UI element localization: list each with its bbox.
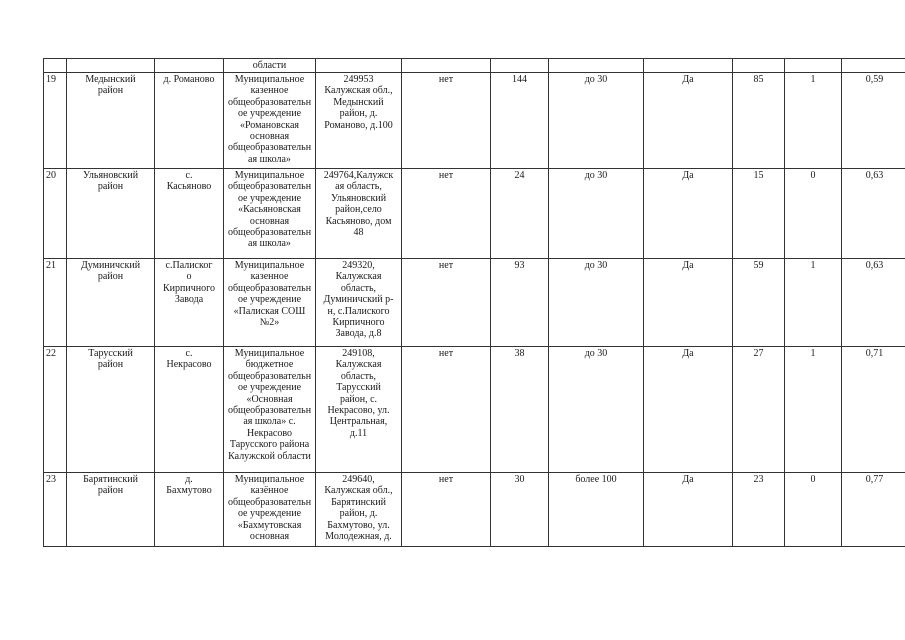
table-cell: 0 xyxy=(785,169,842,259)
table-cell: нет xyxy=(402,73,491,169)
table-row xyxy=(44,347,905,473)
table-row xyxy=(44,473,905,547)
table-row xyxy=(44,73,905,169)
table-cell: 24 xyxy=(491,169,549,259)
table-cell: 144 xyxy=(491,73,549,169)
table-cell: до 30 xyxy=(549,259,644,347)
locality-cell: д. Романово xyxy=(163,74,215,85)
row-number: 23 xyxy=(44,473,67,547)
table-cell: 93 xyxy=(491,259,549,347)
table-cell: 0 xyxy=(785,473,842,547)
table-cell: 30 xyxy=(491,473,549,547)
table-row xyxy=(44,169,905,259)
address-cell: 249640, Калужская обл., Барятинский район, д. Бахмутово, ул. Молодежная, д. xyxy=(324,474,393,543)
table-cell: нет xyxy=(402,169,491,259)
table-cell: до 30 xyxy=(549,73,644,169)
institution-cell: Муниципальное общеобразовательн ое учреждение «Касьяновская основная общеобразовательн ая школа» xyxy=(227,170,312,250)
table-cell: 0,77 xyxy=(842,473,905,547)
district-cell: Ульяновский район xyxy=(82,170,139,193)
table-cell: 23 xyxy=(733,473,785,547)
district-cell: Тарусский район xyxy=(88,348,133,371)
table-cell: 0,71 xyxy=(842,347,905,473)
row-number: 19 xyxy=(44,73,67,169)
table-cell: Да xyxy=(644,169,733,259)
row-number: 20 xyxy=(44,169,67,259)
address-cell: 249108, Калужская область, Тарусский район, с. Некрасово, ул. Центральная, д.11 xyxy=(327,348,390,439)
table-cell: более 100 xyxy=(549,473,644,547)
institution-cell: Муниципальное казённое общеобразовательн ое учреждение «Бахмутовская основная xyxy=(227,474,312,543)
table-cell: 15 xyxy=(733,169,785,259)
table-cell: Да xyxy=(644,259,733,347)
district-cell: Медынский район xyxy=(85,74,136,97)
institution-cell: Муниципальное бюджетное общеобразовательн ое учреждение «Основная общеобразовательн ая школа» с. Некрасово Тарусского района Калужской области xyxy=(227,348,312,462)
table-cell: 1 xyxy=(785,259,842,347)
table-cell: нет xyxy=(402,259,491,347)
schools-table xyxy=(43,58,905,547)
table-cell: Да xyxy=(644,473,733,547)
table-cell: 85 xyxy=(733,73,785,169)
institution-cell: Муниципальное казенное общеобразовательн ое учреждение «Романовская основная общеобразовательн ая школа» xyxy=(227,74,312,165)
table-cell: 38 xyxy=(491,347,549,473)
table-cell: до 30 xyxy=(549,169,644,259)
table-cell: 0,63 xyxy=(842,259,905,347)
locality-cell: с.Палиског о Кирпичного Завода xyxy=(163,260,215,306)
table-cell: до 30 xyxy=(549,347,644,473)
address-cell: 249953 Калужская обл., Медынский район, д. Романово, д.100 xyxy=(324,74,393,131)
table-cell: нет xyxy=(402,347,491,473)
row-number: 22 xyxy=(44,347,67,473)
locality-cell: д. Бахмутово xyxy=(166,474,212,497)
table-cell: 0,59 xyxy=(842,73,905,169)
institution-cell: Муниципальное казенное общеобразовательн ое учреждение «Палиская СОШ №2» xyxy=(227,260,312,329)
table-row xyxy=(44,259,905,347)
table-cell: 27 xyxy=(733,347,785,473)
table-cell: 1 xyxy=(785,73,842,169)
district-cell: Барятинский район xyxy=(83,474,138,497)
district-cell: Думиничский район xyxy=(80,260,141,283)
table-cell: области xyxy=(224,59,316,73)
table-continuation-row xyxy=(44,59,905,73)
table-cell: 0,63 xyxy=(842,169,905,259)
locality-cell: с. Некрасово xyxy=(166,348,212,371)
locality-cell: с. Касьяново xyxy=(166,170,212,193)
address-cell: 249320, Калужская область, Думиничский р- н, с.Палиского Кирпичного Завода, д.8 xyxy=(323,260,394,340)
table-cell: Да xyxy=(644,347,733,473)
table-cell: 1 xyxy=(785,347,842,473)
table-cell: 59 xyxy=(733,259,785,347)
address-cell: 249764,Калужск ая область, Ульяновский район,село Касьяново, дом 48 xyxy=(323,170,394,239)
row-number: 21 xyxy=(44,259,67,347)
table-cell: нет xyxy=(402,473,491,547)
table-cell: Да xyxy=(644,73,733,169)
